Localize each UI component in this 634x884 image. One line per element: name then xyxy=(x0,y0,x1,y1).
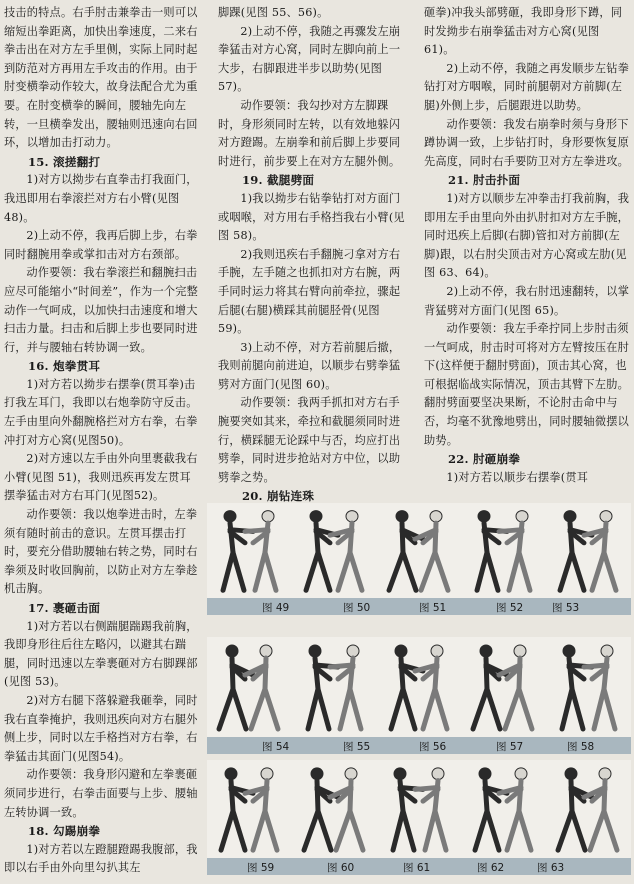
figure-caption-bar xyxy=(207,598,631,615)
fighter-figure xyxy=(304,768,338,850)
figure-caption: 图 50 xyxy=(343,602,371,614)
section-heading: 18. 勾踢崩拳 xyxy=(28,824,101,839)
paragraph: 1)对方若以右侧踹腿踹踢我前胸，我即身形往后往左略闪，以避其右踹腿，同时迅速以左拳裹砸对方右脚踝部(见图 53)。 xyxy=(4,619,198,689)
fighter-figure xyxy=(245,768,277,850)
fighter-figure xyxy=(389,511,423,591)
paragraph: 砸拳)冲我头部劈砸，我即身形下蹲，同时发拗步右崩拳猛击对方心窝(见图 61)。 xyxy=(424,6,623,57)
fighter-figure xyxy=(473,645,507,729)
figure-illustration xyxy=(461,637,545,737)
fighter-figure xyxy=(330,645,361,729)
fighter-figure xyxy=(245,645,278,729)
figure-illustration xyxy=(207,637,291,737)
fighter-figure xyxy=(499,768,531,850)
fighter-figure xyxy=(415,511,448,591)
fighter-figure xyxy=(223,511,253,591)
section-heading: 17. 裹砸击面 xyxy=(28,601,101,615)
fighter-figure xyxy=(477,511,507,591)
figure-caption: 图 56 xyxy=(419,741,447,753)
figure-row-3 xyxy=(207,760,631,874)
paragraph: 1)对方以拗步右直拳击打我面门，我迅即用右拳滚拦对方右小臂(见图 48)。 xyxy=(4,173,198,224)
fighter-figure xyxy=(499,511,530,591)
paragraph: 动作要领：我以炮拳进击时，左拳须有随时前击的意识。左贯耳摆击打时，要充分借助腰轴右转之势，同时右拳须及时收回胸前，以防止对方左拳趁机击胸。 xyxy=(4,508,198,596)
fighter-figure xyxy=(584,768,617,850)
paragraph: 1)对方若以拗步右摆拳(贯耳拳)击打我左耳门，我即以右炮拳防守反击。左手由里向外翻腕格拦对方右拳，右拳冲打对方心窝(见图50)。 xyxy=(4,377,198,447)
fighter-figure xyxy=(584,645,615,729)
figure-caption: 图 63 xyxy=(537,862,565,874)
figure-illustration xyxy=(207,503,291,598)
paragraph: 动作要领：我勾抄对方左脚踝时，身形须同时左转，以有效地躲闪对方蹬踢。左崩拳和前后脚上步要同时进行，前步要上在对方左腿外侧。 xyxy=(218,98,401,168)
fighter-figure xyxy=(308,645,338,729)
fighter-figure xyxy=(558,768,592,850)
fighter-figure xyxy=(306,511,338,591)
paragraph: 动作要领：我右拳滚拦和翻腕扫击应尽可能缩小“时间差”，作为一个完整动作一气呵成，以加快扫击速度和增大扫击力量。扫击和后脚上步也要同时进行，并与腰轴右转协调一致。 xyxy=(4,266,199,354)
section-heading: 15. 滚搓翻打 xyxy=(28,154,101,169)
fighter-figure xyxy=(415,768,446,850)
paragraph: 2)上动不停，我随之再骤发左崩拳猛击对方心窝，同时左脚向前上一大步，右脚跟进半步以助势(见图 57)。 xyxy=(218,24,401,94)
figure-caption: 图 61 xyxy=(403,862,431,874)
figure-illustration xyxy=(461,760,545,858)
fighter-figure xyxy=(475,768,507,850)
fighter-figure xyxy=(330,511,362,591)
figure-illustration xyxy=(377,760,461,858)
figure-caption: 图 55 xyxy=(343,741,371,753)
figure-caption: 图 51 xyxy=(419,602,447,614)
figure-caption: 图 57 xyxy=(496,741,524,753)
paragraph: 脚踝(见图 55、56)。 xyxy=(218,6,329,19)
figure-caption: 图 58 xyxy=(567,741,595,753)
paragraph: 动作要领：我左手牵拧同上步肘击须一气呵成，肘击时可将对方左臂按压在肘下(这样便于翻肘劈面)，顶击其心窝，也可根据临战实际情况，顶击其臂下左肋。翻肘劈面要坚决果断，不论肘击命中与否，均毫不犹豫地劈出，同时腰轴微摆以助势。 xyxy=(424,322,629,447)
section-heading: 16. 炮拳贯耳 xyxy=(28,359,101,374)
figure-illustration xyxy=(546,637,630,737)
figure-caption-bar xyxy=(207,858,631,875)
figure-illustration xyxy=(377,637,461,737)
figure-caption: 图 59 xyxy=(247,862,275,874)
paragraph: 2)对方右腿下落躲避我砸拳，同时我右直拳掩护，我则迅疾向对方右腿外侧上步，同时以左手格挡对方右拳，右拳猛击其面门(见图54)。 xyxy=(4,693,198,763)
fighter-figure xyxy=(245,511,276,591)
figure-illustration xyxy=(292,637,376,737)
text-column-right xyxy=(424,4,630,487)
figure-illustrations xyxy=(207,637,631,737)
paragraph: 技击的特点。右手肘击兼拳击一则可以缩短出拳距离，加快出拳速度，二来右拳击出在对方左手里侧，实际上同时起到防范对方再用左手攻击的作用。由于肘变横拳动作较大，故身法配合尤为重要。在肘变横拳的瞬间，腰轴先向左转，一旦横拳发出，腰轴则迅速向右回环，以增加击打动力。 xyxy=(4,6,198,150)
figure-illustration xyxy=(377,503,461,598)
figure-caption-bar xyxy=(207,737,631,754)
fighter-figure xyxy=(584,511,616,591)
fighter-figure xyxy=(499,645,532,729)
figure-illustrations xyxy=(207,503,631,598)
fighter-figure xyxy=(562,645,592,729)
figure-row-1 xyxy=(207,503,631,614)
figure-illustration xyxy=(546,503,630,598)
paragraph: 1)对方若以左蹬腿蹬踢我腹部，我即以右手由外向里勾扒其左 xyxy=(4,842,198,875)
fighter-figure xyxy=(391,645,423,729)
figure-illustration xyxy=(292,503,376,598)
paragraph: 1)我以拗步右钻拳钻打对方面门或咽喉，对方用右手格挡我右小臂(见图 58)。 xyxy=(218,191,405,243)
figure-illustration xyxy=(546,760,630,858)
fighter-figure xyxy=(393,768,423,850)
fighter-figure xyxy=(330,768,363,850)
paragraph: 2)上动不停，我右肘迅速翻转，以掌背猛劈对方面门(见图 65)。 xyxy=(424,284,630,317)
fighter-figure xyxy=(560,511,592,591)
paragraph: 1)对方若以顺步右摆拳(贯耳 xyxy=(446,470,589,484)
fighter-figure xyxy=(219,645,253,729)
paragraph: 3)上动不停，对方若前腿后撤，我则前腿向前进迫，以顺步右劈拳猛劈对方面门(见图 60)。 xyxy=(218,340,401,391)
figure-caption: 图 62 xyxy=(477,862,505,874)
figure-row-2 xyxy=(207,637,631,753)
section-heading: 19. 截腿劈面 xyxy=(242,173,315,188)
paragraph: 2)上动不停，我再后脚上步，右拳同时翻腕用拳或掌扣击对方右颈部。 xyxy=(4,229,198,261)
paragraph: 动作要领：我身形闪避和左拳裹砸须同步进行，右拳击面要与上步、腰轴左转协调一致。 xyxy=(4,768,198,819)
section-heading: 22. 肘砸崩拳 xyxy=(448,452,521,467)
paragraph: 2)上动不停，我随之再发顺步左钻拳钻打对方咽喉，同时前腿朝对方前脚(左腿)外侧上步，后腿跟进以助势。 xyxy=(424,61,630,112)
figure-caption: 图 60 xyxy=(327,862,355,874)
section-heading: 21. 肘击扑面 xyxy=(448,173,521,188)
figure-caption: 图 49 xyxy=(262,602,290,614)
text-column-left xyxy=(4,4,202,878)
figure-illustration xyxy=(461,503,545,598)
figure-caption: 图 54 xyxy=(262,741,290,753)
figure-illustration xyxy=(207,760,291,858)
section-heading: 20. 崩钻连珠 xyxy=(242,489,315,504)
figure-illustration xyxy=(292,760,376,858)
fighter-figure xyxy=(415,645,447,729)
paragraph: 1)对方以顺步左冲拳击打我前胸，我即用左手由里向外由扒肘扣对方左手腕，同时迅疾上后脚(右脚)管扣对方前脚(左脚)跟，以右肘尖顶击对方心窝或左肋(见图 63、64)。 xyxy=(424,191,630,280)
paragraph: 2)我则迅疾右手翻腕刁拿对方右手腕，左手随之也抓扣对方右腕，两手同时运力将其右臂向前牵拉，骤起后腿(右腿)横踩其前腿胫骨(见图 59)。 xyxy=(218,247,401,336)
paragraph: 2)对方速以左手由外向里裹截我右小臂(见图 51)，我则迅疾再发左贯耳摆拳猛击对方右耳门(见图52)。 xyxy=(4,452,198,503)
text-column-middle xyxy=(218,4,411,525)
fighter-figure xyxy=(221,768,253,850)
figure-caption: 图 52 xyxy=(496,602,524,614)
figure-illustrations xyxy=(207,760,631,858)
paragraph: 动作要领：我发右崩拳时须与身形下蹲协调一致，上步钻打时，身形要恢复原先高度，同时右手要防卫对方左拳进攻。 xyxy=(424,117,629,168)
figure-caption: 图 53 xyxy=(552,602,580,614)
paragraph: 动作要领：我两手抓扣对方右手腕要突如其来，牵拉和截腿须同时进行，横踩腿无论踩中与否，均应打出劈拳，同时进步抢站对方中位，以助劈拳之势。 xyxy=(218,396,401,484)
